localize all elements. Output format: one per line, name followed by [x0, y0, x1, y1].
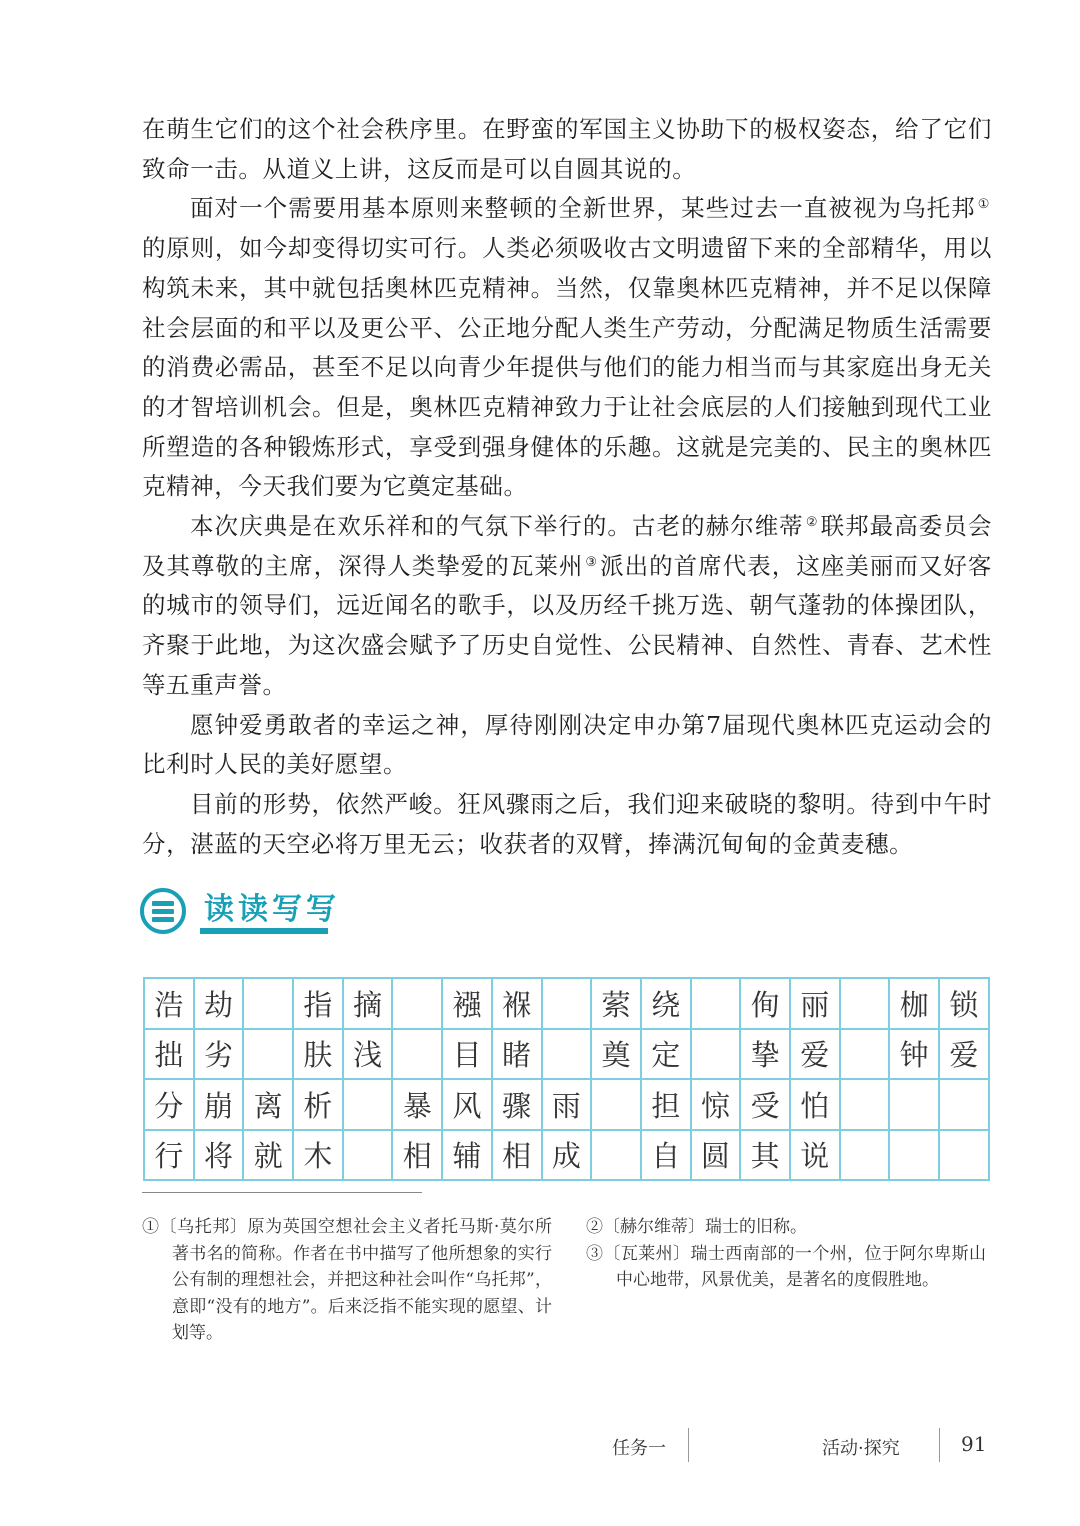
grid-cell: 骤 — [491, 1078, 541, 1129]
footnote-2: ②〔赫尔维蒂〕瑞士的旧称。 — [586, 1217, 807, 1237]
grid-cell — [690, 977, 740, 1028]
footnote-marker-2[interactable]: ② — [805, 515, 819, 531]
grid-cell: 行 — [143, 1129, 193, 1180]
grid-cell — [839, 977, 889, 1028]
grid-cell — [242, 1028, 292, 1079]
body-text — [142, 110, 992, 864]
grid-cell: 崩 — [193, 1078, 243, 1129]
grid-cell: 钟 — [888, 1028, 938, 1079]
grid-cell: 离 — [242, 1078, 292, 1129]
paragraph-2-text-a: 面对一个需要用基本原则来整顿的全新世界，某些过去一直被视为乌托邦 — [190, 194, 976, 223]
grid-cell: 成 — [541, 1129, 591, 1180]
grid-cell — [938, 1078, 988, 1129]
grid-cell: 爱 — [938, 1028, 988, 1079]
grid-cell — [242, 977, 292, 1028]
footer-task: 任务一 — [612, 1438, 666, 1459]
grid-cell — [839, 1129, 889, 1180]
paragraph-3-text-a: 本次庆典是在欢乐祥和的气氛下举行的。古老的赫尔维蒂 — [190, 512, 804, 541]
grid-cell: 说 — [789, 1129, 839, 1180]
grid-cell — [342, 1078, 392, 1129]
grid-cell: 枷 — [888, 977, 938, 1028]
section-underline — [200, 928, 328, 934]
grid-cell — [839, 1078, 889, 1129]
grid-cell: 侚 — [739, 977, 789, 1028]
grid-cell — [888, 1078, 938, 1129]
paragraph-2 — [142, 189, 992, 507]
footer-activity: 活动·探究 — [822, 1438, 900, 1459]
grid-cell: 析 — [292, 1078, 342, 1129]
grid-cell — [541, 977, 591, 1028]
grid-cell: 将 — [193, 1129, 243, 1180]
grid-cell: 担 — [640, 1078, 690, 1129]
grid-cell: 浩 — [143, 977, 193, 1028]
grid-cell: 睹 — [491, 1028, 541, 1079]
grid-cell: 木 — [292, 1129, 342, 1180]
vocabulary-grid — [143, 977, 990, 1181]
grid-cell: 褓 — [491, 977, 541, 1028]
grid-cell — [690, 1028, 740, 1079]
section-three-icon — [140, 888, 186, 934]
grid-cell: 萦 — [590, 977, 640, 1028]
grid-cell: 绕 — [640, 977, 690, 1028]
footnotes-right — [586, 1214, 986, 1294]
grid-cell: 惊 — [690, 1078, 740, 1129]
grid-cell: 爱 — [789, 1028, 839, 1079]
grid-cell — [391, 977, 441, 1028]
paragraph-3 — [142, 507, 992, 706]
grid-cell — [342, 1129, 392, 1180]
grid-cell: 丽 — [789, 977, 839, 1028]
grid-cell: 襁 — [441, 977, 491, 1028]
grid-cell: 挚 — [739, 1028, 789, 1079]
grid-cell: 雨 — [541, 1078, 591, 1129]
paragraph-4: 愿钟爱勇敢者的幸运之神，厚待刚刚决定申办第7届现代奥林匹克运动会的比利时人民的美好愿望。 — [142, 710, 992, 779]
footnotes-left — [142, 1214, 552, 1347]
footnote-1: ①〔乌托邦〕原为英国空想社会主义者托马斯·莫尔所著书名的简称。作者在书中描写了他所想象的实行公有制的理想社会，并把这种社会叫作“乌托邦”，意即“没有的地方”。后来泛指不能实现的愿望、计划等。 — [142, 1217, 552, 1343]
grid-cell: 自 — [640, 1129, 690, 1180]
grid-cell: 锁 — [938, 977, 988, 1028]
grid-cell: 相 — [391, 1129, 441, 1180]
paragraph-3-text-b: 联邦最高委员会及其尊敬的主席，深得人类挚爱的瓦莱州 — [142, 512, 993, 580]
grid-cell: 其 — [739, 1129, 789, 1180]
paragraph-2-text-b: 的原则，如今却变得切实可行。人类必须吸收古文明遗留下来的全部精华，用以构筑未来，其中就包括奥林匹克精神。当然，仅靠奥林匹克精神，并不足以保障社会层面的和平以及更公平、公正地分配人类生产劳动，分配满足物质生活需要的消费必需品，甚至不足以向青少年提供与他们的能力相当而与其家庭出身无关的才智培训机会。但是，奥林匹克精神致力于让社会底层的人们接触到现代工业所塑造的各种锻炼形式，享受到强身健体的乐趣。这就是完美的、民主的奥林匹克精神，今天我们要为它奠定基础。 — [142, 234, 992, 501]
grid-cell: 摘 — [342, 977, 392, 1028]
footnote-marker-3[interactable]: ③ — [585, 554, 599, 570]
grid-cell: 浅 — [342, 1028, 392, 1079]
grid-cell: 奠 — [590, 1028, 640, 1079]
grid-cell — [938, 1129, 988, 1180]
grid-cell: 就 — [242, 1129, 292, 1180]
grid-cell: 圆 — [690, 1129, 740, 1180]
paragraph-1: 在萌生它们的这个社会秩序里。在野蛮的军国主义协助下的极权姿态，给了它们致命一击。从道义上讲，这反而是可以自圆其说的。 — [142, 115, 992, 183]
grid-cell — [590, 1078, 640, 1129]
paragraph-5: 目前的形势，依然严峻。狂风骤雨之后，我们迎来破晓的黎明。待到中午时分，湛蓝的天空必将万里无云；收获者的双臂，捧满沉甸甸的金黄麦穗。 — [142, 789, 992, 858]
grid-cell: 指 — [292, 977, 342, 1028]
footnote-3: ③〔瓦莱州〕瑞士西南部的一个州，位于阿尔卑斯山中心地带，风景优美，是著名的度假胜地。 — [586, 1243, 986, 1290]
footnote-marker-1[interactable]: ① — [977, 197, 990, 213]
grid-cell: 拙 — [143, 1028, 193, 1079]
paragraph-3-text-c: 派出的首席代表，这座美丽而又好客的城市的领导们，远近闻名的歌手，以及历经千挑万选、朝气蓬勃的体操团队，齐聚于此地，为这次盛会赋予了历史自觉性、公民精神、自然性、青春、艺术性等五重声誉。 — [142, 551, 992, 699]
grid-cell: 劫 — [193, 977, 243, 1028]
grid-cell — [888, 1129, 938, 1180]
grid-cell: 肤 — [292, 1028, 342, 1079]
grid-cell: 风 — [441, 1078, 491, 1129]
grid-cell: 劣 — [193, 1028, 243, 1079]
grid-cell — [541, 1028, 591, 1079]
grid-cell: 受 — [739, 1078, 789, 1129]
section-title: 读读写写 — [204, 892, 340, 927]
grid-cell: 定 — [640, 1028, 690, 1079]
grid-cell: 暴 — [391, 1078, 441, 1129]
grid-cell — [391, 1028, 441, 1079]
grid-cell: 辅 — [441, 1129, 491, 1180]
grid-cell: 目 — [441, 1028, 491, 1079]
section-header — [140, 884, 440, 944]
grid-cell — [590, 1129, 640, 1180]
grid-cell — [839, 1028, 889, 1079]
grid-cell: 分 — [143, 1078, 193, 1129]
footnote-divider — [142, 1192, 422, 1193]
page-number: 91 — [961, 1432, 987, 1456]
grid-cell: 相 — [491, 1129, 541, 1180]
grid-cell: 怕 — [789, 1078, 839, 1129]
